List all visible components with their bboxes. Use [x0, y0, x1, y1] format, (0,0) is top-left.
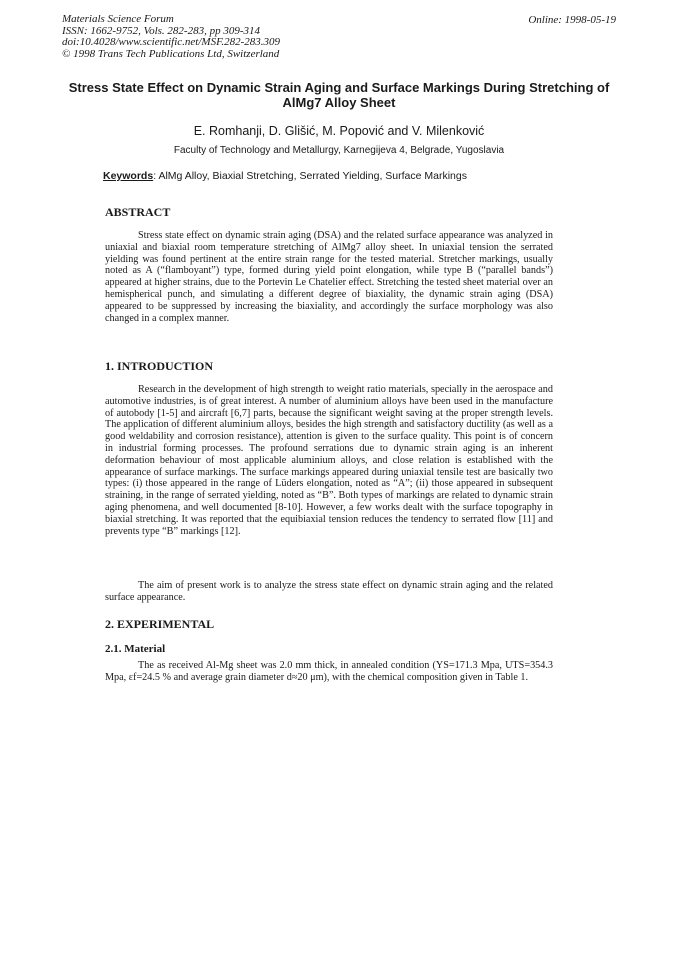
- material-subheading: 2.1. Material: [105, 643, 166, 655]
- journal-name: Materials Science Forum: [62, 13, 174, 25]
- abstract-text: Stress state effect on dynamic strain aging (DSA) and the related surface appearance was analyzed in uniaxial and biaxial room temperature stretching of AlMg7 alloy sheet. In uniaxial tension the serrated yielding was found pertinent at the entire strain range for the tested material. Stretcher markings, usually noted as A (“flamboyant”) type, formed during yield point elongation, while type B (“parallel bands”) appeared at higher strains, due to the Portevin Le Chatelier effect. Stretching the tested sheet material over an hemispherical punch, and simulating a different degree of biaxiality, the dynamic strain aging (DSA) appeared to be suppressed by increasing the biaxiality, and accordingly the surface morphology was also changed in a complex manner.: [105, 230, 553, 324]
- author-list: E. Romhanji, D. Glišić, M. Popović and V. Milenković: [193, 124, 485, 138]
- online-date: Online: 1998-05-19: [528, 14, 616, 26]
- doi-link[interactable]: doi:10.4028/www.scientific.net/MSF.282-283.309: [62, 36, 281, 48]
- issn-line: ISSN: 1662-9752, Vols. 282-283, pp 309-314: [62, 24, 260, 37]
- abstract-heading: ABSTRACT: [105, 205, 171, 219]
- copyright-line: © 1998 Trans Tech Publications Ltd, Switzerland: [62, 47, 280, 60]
- journal-header: [62, 14, 280, 60]
- keywords-text: : AlMg Alloy, Biaxial Stretching, Serrated Yielding, Surface Markings: [153, 170, 467, 182]
- introduction-paragraph-1: Research in the development of high strength to weight ratio materials, specially in the aerospace and automotive industries, is of great interest. A number of aluminium alloys have been used in the manufacture of autobody [1-5] and aircraft [6,7] parts, because the significant weight saving at the proper strength levels. The application of different aluminium alloys, besides the high strength and satisfactory ductility (as well as a good weldability and corrosion resistance), attention is given to the surface quality. This point is of concern in industrial forming processes. The profound serrations due to dynamic strain aging is an inherent deformation behaviour of most applicable aluminium alloys, and close relation is established with the appearance of surface markings. The surface markings appeared during uniaxial tensile test are basically two types: (i) those appeared in the range of Lüders elongation, noted as “A”; (ii) those appeared in subsequent straining, in the range of serrated yielding, noted as “B”. Both types of markings are related to dynamic strain aging phenomena, and well documented [8-10]. However, a few works dealt with the surface topography in biaxial stretching. It was reported that the equibiaxial tension reduces the tendency to serrated flow [11] and prevents type “B” markings [12].: [105, 384, 553, 537]
- paper-title: Stress State Effect on Dynamic Strain Aging and Surface Markings During Stretching of AlMg7 Alloy Sheet: [68, 80, 610, 110]
- introduction-heading: 1. INTRODUCTION: [105, 359, 214, 373]
- affiliation: Faculty of Technology and Metallurgy, Karnegijeva 4, Belgrade, Yugoslavia: [173, 145, 505, 156]
- experimental-heading: 2. EXPERIMENTAL: [105, 617, 215, 631]
- material-paragraph: The as received Al-Mg sheet was 2.0 mm thick, in annealed condition (YS=171.3 Mpa, UTS=354.3 Mpa, εf=24.5 % and average grain diameter d≈20 μm), with the chemical composition given in Table 1.: [105, 660, 553, 683]
- keywords-line: [103, 170, 467, 182]
- introduction-paragraph-2: The aim of present work is to analyze the stress state effect on dynamic strain aging and the related surface appearance.: [105, 580, 553, 603]
- keywords-label: Keywords: [103, 170, 154, 182]
